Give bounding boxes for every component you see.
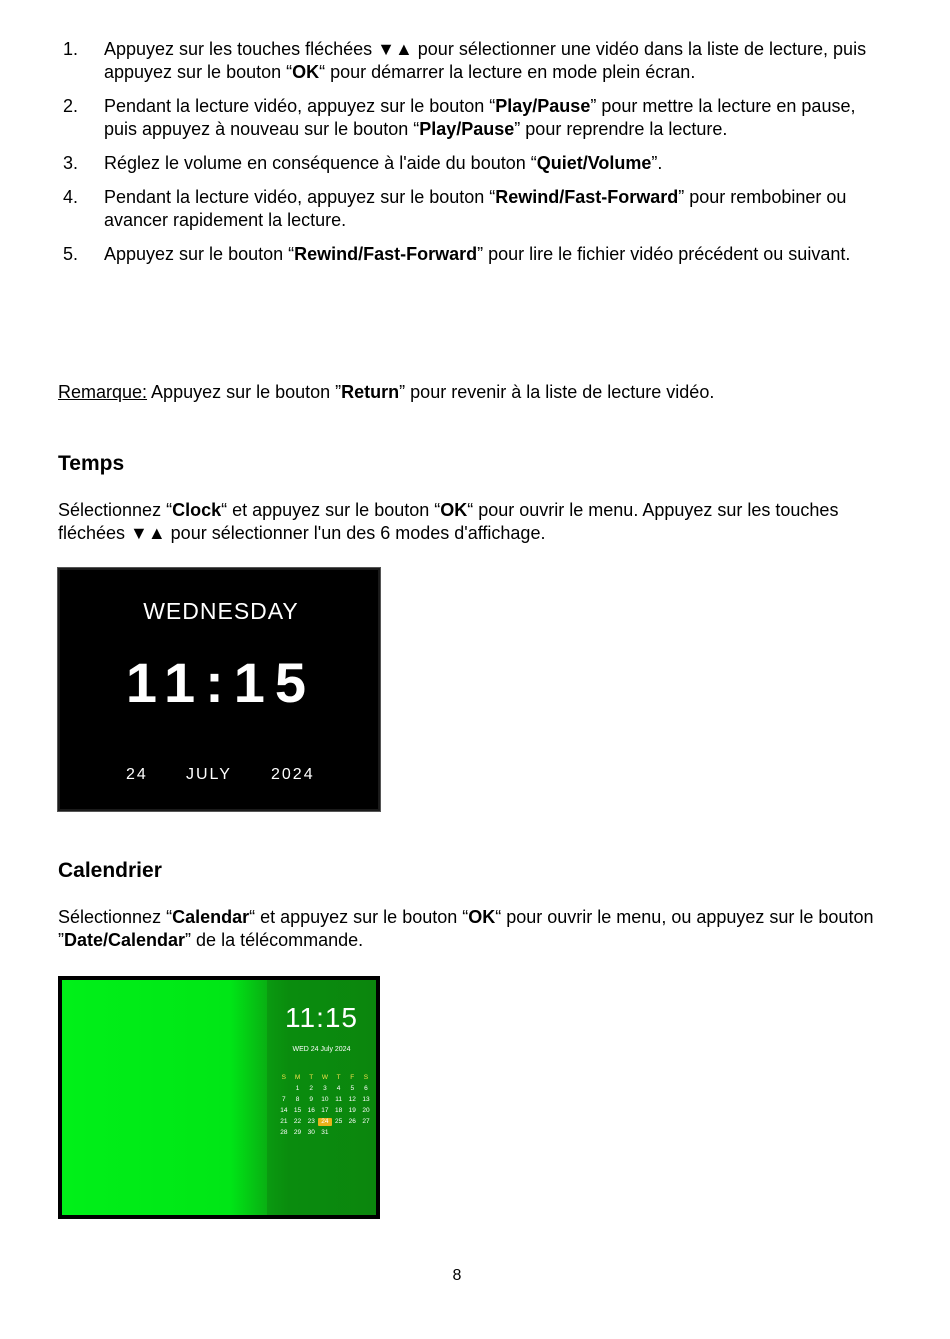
text-run: ” pour rembobiner ou avancer rapidement la lecture.: [104, 187, 847, 230]
bold-term: Rewind/Fast-Forward: [294, 244, 478, 264]
text-run: ” pour reprendre la lecture.: [514, 119, 728, 139]
calendar-day: 10: [321, 1096, 329, 1103]
calendar-day: [277, 1085, 291, 1093]
calendar-weekday-label: T: [336, 1074, 341, 1081]
bold-term: Play/Pause: [495, 96, 591, 116]
calendar-day: 30: [307, 1129, 315, 1136]
text-run: Sélectionnez “: [58, 500, 173, 520]
calendar-day: 12: [348, 1096, 356, 1103]
text-run: ” pour mettre la lecture en pause, puis appuyez à nouveau sur le bouton “: [104, 96, 856, 139]
step-text: [104, 153, 662, 173]
calendar-day: [345, 1129, 359, 1137]
clock-date-year: 2024: [271, 766, 315, 783]
note-paragraph: [58, 381, 898, 404]
calendar-weekday-label: S: [281, 1074, 287, 1081]
calendar-paragraph: [58, 906, 878, 952]
text-run: Pendant la lecture vidéo, appuyez sur le bouton “: [104, 96, 496, 116]
clock-time: 11:15: [125, 651, 317, 714]
calendar-day: 14: [280, 1107, 288, 1114]
calendar-date: WED 24 July 2024: [292, 1046, 351, 1053]
bold-term: Date/Calendar: [64, 930, 186, 950]
text-run: Pendant la lecture vidéo, appuyez sur le bouton “: [104, 187, 496, 207]
bold-term: OK: [440, 500, 468, 520]
calendar-day: 15: [293, 1107, 302, 1114]
text-run: Réglez le volume en conséquence à l'aide du bouton “: [104, 153, 537, 173]
step-number: 4.: [63, 187, 79, 207]
heading-calendar: Calendrier: [58, 859, 162, 882]
calendar-weekday-label: F: [350, 1074, 355, 1081]
calendar-screen-inner: [62, 980, 376, 1215]
bold-term: Calendar: [172, 907, 250, 927]
calendar-weekday-label: T: [309, 1074, 314, 1081]
text-run: ” pour lire le fichier vidéo précédent ou suivant.: [477, 244, 851, 264]
calendar-day: 11: [335, 1096, 342, 1103]
bold-term: OK: [292, 62, 320, 82]
calendar-day: 13: [362, 1096, 370, 1103]
text-run: “ et appuyez sur le bouton “: [221, 500, 441, 520]
calendar-day: 8: [295, 1096, 300, 1103]
calendar-day: 29: [293, 1129, 302, 1136]
calendar-day: 1: [295, 1085, 300, 1092]
calendar-day: 4: [336, 1085, 341, 1092]
calendar-day: [332, 1129, 346, 1137]
calendar-day: 7: [282, 1096, 286, 1103]
clock-date-month: JULY: [186, 766, 232, 783]
text-run: ” de la télécommande.: [185, 930, 364, 950]
step-text: [104, 187, 846, 230]
clock-weekday: WEDNESDAY: [143, 598, 299, 624]
calendar-month-grid: [277, 1074, 373, 1137]
text-run: “ pour ouvrir le menu, ou appuyez sur le bouton ”: [58, 907, 874, 950]
text-run: Sélectionnez “: [58, 907, 173, 927]
step-item: [58, 186, 868, 232]
time-paragraph: [58, 499, 878, 545]
text-run: Appuyez sur les touches fléchées ▼▲ pour sélectionner une vidéo dans la liste de lecture, puis appuyez sur le bouton “: [104, 39, 867, 82]
calendar-screen-image: [58, 976, 380, 1219]
calendar-weekday-label: S: [363, 1074, 369, 1081]
text-run: Appuyez sur le bouton “: [104, 244, 295, 264]
step-item: [58, 152, 868, 175]
bold-term: Clock: [172, 500, 222, 520]
calendar-day: 9: [309, 1096, 314, 1103]
calendar-time: 11:15: [285, 1002, 358, 1033]
calendar-day: 17: [321, 1107, 329, 1114]
calendar-day: 18: [334, 1107, 343, 1114]
calendar-day: 2: [309, 1085, 314, 1092]
step-text: [104, 39, 866, 82]
calendar-day: 6: [364, 1085, 368, 1092]
step-number: 5.: [63, 244, 79, 264]
calendar-day: 16: [307, 1107, 315, 1114]
calendar-day: 25: [334, 1118, 343, 1125]
calendar-side-panel: [267, 980, 376, 1215]
step-item: [58, 243, 868, 266]
text-run: “ pour démarrer la lecture en mode plein écran.: [319, 62, 696, 82]
calendar-day: 27: [362, 1118, 370, 1125]
calendar-day: 22: [293, 1118, 302, 1125]
text-run: Appuyez sur le bouton ”: [147, 382, 342, 402]
heading-time: Temps: [58, 452, 125, 475]
page-number: 8: [452, 1267, 462, 1284]
calendar-day: 19: [348, 1107, 356, 1114]
step-item: [58, 38, 868, 84]
calendar-day: 21: [280, 1118, 288, 1125]
calendar-day: 5: [350, 1085, 355, 1092]
note-label: Remarque:: [58, 382, 148, 402]
step-number: 1.: [63, 39, 79, 59]
bold-term: Play/Pause: [419, 119, 515, 139]
playback-steps-list: [58, 38, 868, 277]
step-text: [104, 244, 850, 264]
calendar-weekday-label: W: [321, 1074, 328, 1081]
bold-term: OK: [468, 907, 496, 927]
clock-screen-image: [58, 568, 380, 811]
note-text: [147, 382, 714, 402]
calendar-weekday-label: M: [294, 1074, 301, 1081]
clock-date-day: 24: [126, 766, 148, 783]
calendar-day: 20: [362, 1107, 370, 1114]
calendar-photo-area: [62, 980, 272, 1215]
step-number: 3.: [63, 153, 79, 173]
calendar-day-selected: 24: [318, 1118, 332, 1126]
step-number: 2.: [63, 96, 79, 116]
text-run: “ pour ouvrir le menu. Appuyez sur les touches fléchées ▼▲ pour sélectionner l'un des 6 modes d'affichage.: [58, 500, 839, 543]
step-item: [58, 95, 868, 141]
bold-term: Quiet/Volume: [536, 153, 652, 173]
calendar-day: 31: [321, 1129, 329, 1136]
step-text: [104, 96, 855, 139]
calendar-day: 23: [307, 1118, 315, 1125]
calendar-day: [359, 1129, 373, 1137]
bold-term: Rewind/Fast-Forward: [495, 187, 679, 207]
text-run: “ et appuyez sur le bouton “: [249, 907, 469, 927]
calendar-day: 26: [348, 1118, 356, 1125]
bold-term: Return: [341, 382, 400, 402]
calendar-day: 28: [280, 1129, 288, 1136]
text-run: ”.: [651, 153, 663, 173]
text-run: ” pour revenir à la liste de lecture vidéo.: [399, 382, 715, 402]
calendar-day: 3: [323, 1085, 327, 1092]
